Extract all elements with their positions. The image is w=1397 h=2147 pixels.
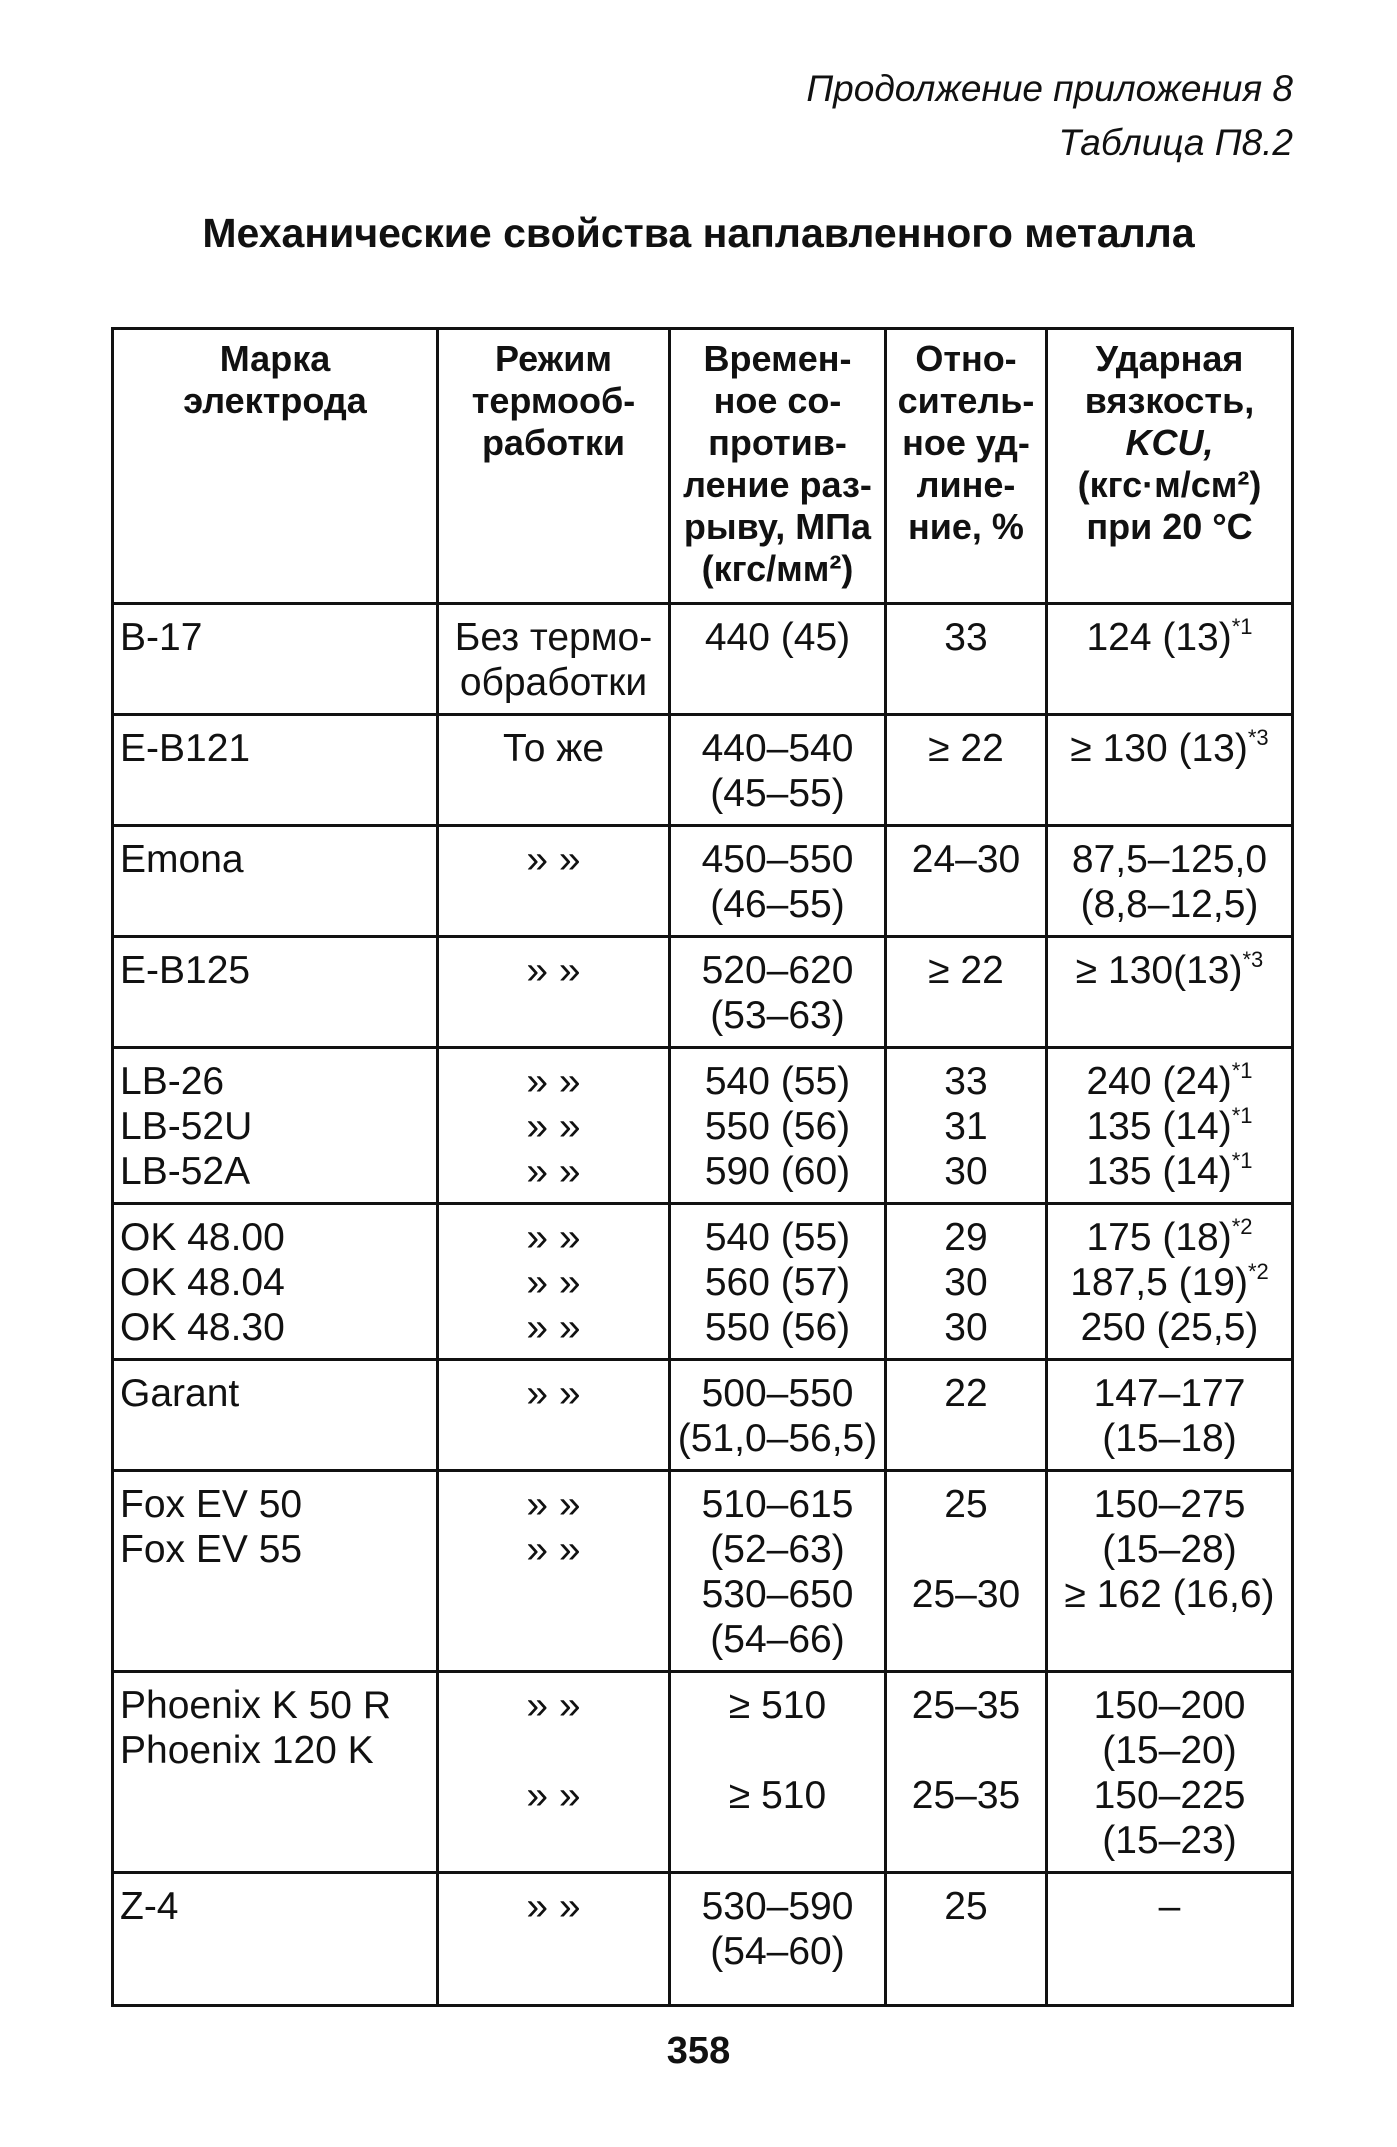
cell-line [893, 1617, 1039, 1662]
strength-cell [670, 1360, 886, 1471]
table-row [113, 1672, 1293, 1873]
cell-line: » » [526, 1306, 581, 1349]
treatment-cell [438, 1360, 670, 1471]
electrode-cell [113, 937, 438, 1048]
cell-line: 540 (55) [704, 1216, 851, 1259]
cell-line: » » [526, 1684, 581, 1727]
cell-line: ≥ 162 (16,6) [1064, 1573, 1275, 1616]
cell-line: 147–177 [1093, 1372, 1246, 1415]
cell-line: LB-52A [120, 1150, 251, 1193]
cell-line: 135 $(14)^{*1}$ [1086, 1148, 1253, 1193]
strength-cell [670, 826, 886, 937]
cell-line: Phoenix K 50 R [120, 1684, 392, 1727]
cell-line [893, 1728, 1039, 1773]
footnote-mark: *1 [1231, 614, 1253, 639]
treatment-cell [438, 1873, 670, 2006]
cell-line: 240 $(24)^{*1}$ [1086, 1058, 1253, 1103]
strength-cell [670, 1873, 886, 2006]
cell-line: 560 (57) [704, 1261, 851, 1304]
cell-line: 520–620 [701, 949, 854, 992]
cell-line: (51,0–56,5) [677, 1417, 878, 1460]
cell-line: » » [526, 1774, 581, 1817]
elongation-cell [886, 1204, 1047, 1360]
elongation-cell [886, 1471, 1047, 1672]
cell-line: ≥ 510 [728, 1774, 827, 1817]
cell-line: » » [526, 1528, 581, 1571]
cell-line: Без термо- [454, 616, 653, 659]
electrode-cell [113, 604, 438, 715]
cell-line: Phoenix 120 K [120, 1729, 374, 1772]
strength-cell [670, 937, 886, 1048]
cell-line: 550 (56) [704, 1306, 851, 1349]
cell-line: То же [502, 727, 605, 770]
cell-line: OK 48.30 [120, 1306, 285, 1349]
cell-line: » » [526, 1372, 581, 1415]
cell-line: » » [526, 1483, 581, 1526]
cell-line: OK 48.04 [120, 1261, 285, 1304]
cell-line: Е-В121 [120, 727, 251, 770]
cell-line [445, 1728, 662, 1773]
treatment-cell [438, 1048, 670, 1204]
cell-line: ≥ 22 [928, 727, 1004, 770]
toughness-cell [1047, 1672, 1293, 1873]
footnote-mark: *2 [1231, 1214, 1253, 1239]
cell-line: (54–60) [710, 1930, 845, 1973]
cell-line: 25 [944, 1885, 988, 1928]
elongation-cell [886, 1048, 1047, 1204]
header-tensile-strength: Времен- ное со- против- ление раз- рыву, МПа (кгс/мм²) [670, 329, 886, 604]
table-row [113, 715, 1293, 826]
cell-line: (15–18) [1102, 1417, 1237, 1460]
header-treatment: Режим термооб- работки [438, 329, 670, 604]
elongation-cell [886, 826, 1047, 937]
cell-line: 590 (60) [704, 1150, 851, 1193]
strength-cell [670, 715, 886, 826]
cell-line: 124 $(13)^{*1}$ [1086, 614, 1253, 659]
cell-line: 24–30 [911, 838, 1021, 881]
cell-line: – [1158, 1885, 1181, 1928]
properties-table [111, 327, 1294, 2007]
table-row [113, 1873, 1293, 2006]
cell-line: (15–28) [1102, 1528, 1237, 1571]
cell-line: 510–615 [701, 1483, 854, 1526]
electrode-cell [113, 1204, 438, 1360]
cell-line: 30 [944, 1150, 988, 1193]
cell-line: 31 [944, 1105, 988, 1148]
cell-line: Fox EV 55 [120, 1528, 303, 1571]
table-row [113, 1204, 1293, 1360]
treatment-cell [438, 604, 670, 715]
toughness-cell [1047, 937, 1293, 1048]
strength-cell [670, 1204, 886, 1360]
cell-line: ≥ 510 [728, 1684, 827, 1727]
cell-line: Z-4 [120, 1885, 179, 1928]
toughness-cell [1047, 1471, 1293, 1672]
elongation-cell [886, 1672, 1047, 1873]
treatment-cell [438, 715, 670, 826]
toughness-cell [1047, 715, 1293, 826]
page-number: 358 [666, 2030, 731, 2072]
cell-line: 530–590 [701, 1885, 854, 1928]
treatment-cell [438, 937, 670, 1048]
cell-line: 25–30 [911, 1573, 1021, 1616]
cell-line: Garant [120, 1372, 240, 1415]
footnote-mark: *1 [1231, 1058, 1253, 1083]
footnote-mark: *2 [1248, 1259, 1269, 1284]
strength-cell [670, 604, 886, 715]
electrode-cell [113, 1873, 438, 2006]
page-title: Механические свойства наплавленного металла [202, 210, 1195, 256]
treatment-cell [438, 826, 670, 937]
cell-line: (46–55) [710, 883, 845, 926]
cell-line: 29 [944, 1216, 988, 1259]
elongation-cell [886, 1873, 1047, 2006]
cell-line: (15–20) [1102, 1729, 1237, 1772]
table-row [113, 937, 1293, 1048]
toughness-cell [1047, 604, 1293, 715]
cell-line: » » [526, 1105, 581, 1148]
table-row [113, 604, 1293, 715]
toughness-cell [1047, 1048, 1293, 1204]
cell-line: 187,5 $(19)^{*2}$ [1070, 1259, 1269, 1304]
electrode-cell [113, 826, 438, 937]
cell-line: (15–23) [1102, 1819, 1237, 1862]
cell-line: » » [526, 1216, 581, 1259]
cell-line: 175 $(18)^{*2}$ [1086, 1214, 1253, 1259]
footnote-mark: *1 [1231, 1148, 1253, 1173]
strength-cell [670, 1471, 886, 1672]
treatment-cell [438, 1204, 670, 1360]
cell-line: 22 [944, 1372, 988, 1415]
electrode-cell [113, 1471, 438, 1672]
toughness-cell [1047, 1204, 1293, 1360]
table-row [113, 1471, 1293, 1672]
cell-line: ≥ 22 [928, 949, 1004, 992]
cell-line [893, 1527, 1039, 1572]
cell-line: » » [526, 949, 581, 992]
cell-line: » » [526, 838, 581, 881]
strength-cell [670, 1048, 886, 1204]
cell-line: LB-52U [120, 1105, 253, 1148]
header-elongation: Отно- ситель- ное уд- лине- ние, % [886, 329, 1047, 604]
cell-line: Fox EV 50 [120, 1483, 303, 1526]
cell-line: 25 [944, 1483, 988, 1526]
table-header-row [113, 329, 1293, 604]
cell-line: 135 $(14)^{*1}$ [1086, 1103, 1253, 1148]
cell-line: 87,5–125,0 [1071, 838, 1268, 881]
cell-line: (52–63) [710, 1528, 845, 1571]
footnote-mark: *1 [1231, 1103, 1253, 1128]
strength-cell [670, 1672, 886, 1873]
cell-line: обработки [459, 661, 648, 704]
cell-line: 440–540 [701, 727, 854, 770]
cell-line: OK 48.00 [120, 1216, 285, 1259]
cell-line: 250 (25,5) [1080, 1306, 1259, 1349]
cell-line: 25–35 [911, 1774, 1021, 1817]
continuation-note: Продолжение приложения 8 [806, 68, 1293, 109]
table-row [113, 1048, 1293, 1204]
footnote-mark: *3 [1247, 725, 1269, 750]
cell-line: 33 [944, 616, 988, 659]
treatment-cell [438, 1672, 670, 1873]
cell-line: (53–63) [710, 994, 845, 1037]
cell-line: ≥ 130 $(13)^{*3}$ [1070, 725, 1269, 770]
cell-line: (8,8–12,5) [1080, 883, 1259, 926]
cell-line: 150–225 [1093, 1774, 1246, 1817]
table-row [113, 1360, 1293, 1471]
electrode-cell [113, 1048, 438, 1204]
cell-line: » » [526, 1261, 581, 1304]
cell-line: 33 [944, 1060, 988, 1103]
cell-line: 530–650 [701, 1573, 854, 1616]
footnote-mark: *3 [1242, 947, 1264, 972]
cell-line: 540 (55) [704, 1060, 851, 1103]
electrode-cell [113, 1360, 438, 1471]
cell-line: 25–35 [911, 1684, 1021, 1727]
elongation-cell [886, 937, 1047, 1048]
cell-line: (54–66) [710, 1618, 845, 1661]
table-row [113, 826, 1293, 937]
cell-line: 500–550 [701, 1372, 854, 1415]
header-electrode: Марка электрода [113, 329, 438, 604]
toughness-cell [1047, 826, 1293, 937]
cell-line: 30 [944, 1306, 988, 1349]
electrode-cell [113, 1672, 438, 1873]
cell-line: 30 [944, 1261, 988, 1304]
toughness-cell [1047, 1873, 1293, 2006]
cell-line: ≥ $130(13)^{*3}$ [1075, 947, 1264, 992]
cell-line: (45–55) [710, 772, 845, 815]
cell-line: 150–275 [1093, 1483, 1246, 1526]
cell-line: 450–550 [701, 838, 854, 881]
elongation-cell [886, 1360, 1047, 1471]
cell-line: 440 (45) [704, 616, 851, 659]
cell-line [677, 1728, 878, 1773]
toughness-cell [1047, 1360, 1293, 1471]
cell-line: 550 (56) [704, 1105, 851, 1148]
cell-line: LB-26 [120, 1060, 225, 1103]
cell-line: 150–200 [1093, 1684, 1246, 1727]
header-impact-toughness: Ударная вязкость, KCU, (кгс·м/см²) при 20 °С [1047, 329, 1293, 604]
cell-line: В-17 [120, 616, 203, 659]
treatment-cell [438, 1471, 670, 1672]
electrode-cell [113, 715, 438, 826]
cell-line: » » [526, 1060, 581, 1103]
table-label: Таблица П8.2 [1058, 122, 1293, 163]
cell-line: Е-В125 [120, 949, 251, 992]
cell-line: » » [526, 1885, 581, 1928]
cell-line: » » [526, 1150, 581, 1193]
cell-line: Emona [120, 838, 244, 881]
elongation-cell [886, 715, 1047, 826]
elongation-cell [886, 604, 1047, 715]
